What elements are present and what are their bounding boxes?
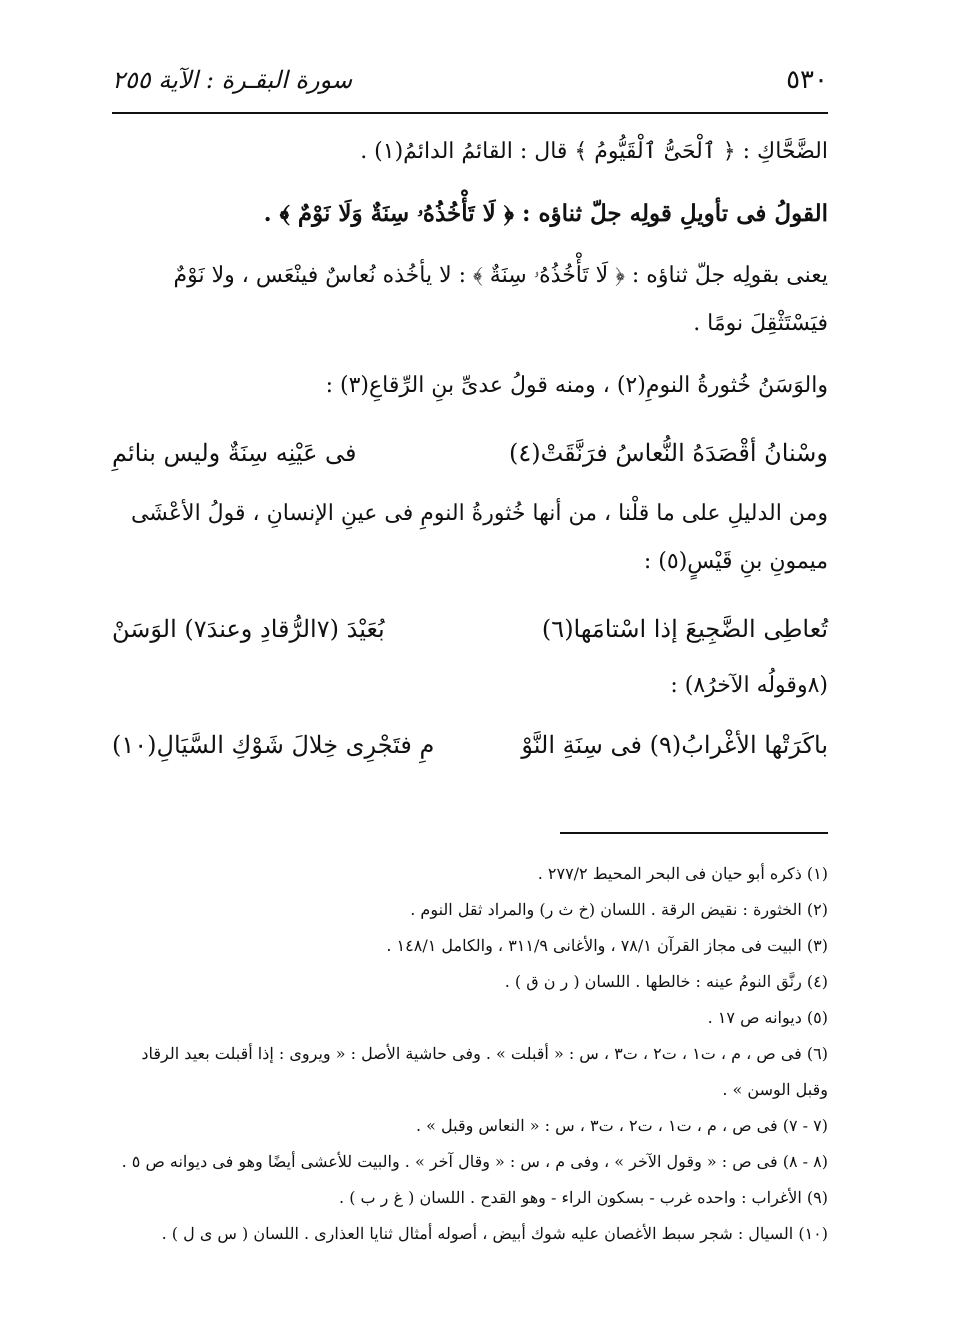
verse-1-first-hemistich: وسْنانُ أقْصَدَهُ النُّعاسُ فرَنَّقَتْ(٤) bbox=[508, 439, 828, 467]
footnote-3: (٣) البيت فى مجاز القرآن ٧٨/١ ، والأغانى ٣١١/٩ ، والكامل ١٤٨/١ . bbox=[386, 936, 828, 955]
header-rule bbox=[112, 112, 828, 114]
verse-2-first-hemistich: تُعاطِى الضَّجِيعَ إذا اسْتامَها(٦) bbox=[541, 615, 828, 643]
page-number: ٥٣٠ bbox=[786, 65, 828, 95]
footnote-8: (٨ - ٨) فى ص : « وقول الآخر » ، وفى م ، س : « وقال آخر » . والبيت للأعشى أيضًا وهو فى ديوانه ص ٥ . bbox=[121, 1152, 828, 1171]
footnote-10: (١٠) السيال : شجر سبط الأغصان عليه شوك أبيض ، أصوله أمثال ثنايا العذارى . اللسان ( س ى ل ) . bbox=[161, 1224, 828, 1243]
paragraph-5: ومن الدليلِ على ما قلْنا ، من أنها خُثورةُ النومِ فى عينِ الإنسانِ ، قولُ الأعْشَى ميمونِ بنِ قَيْسٍ(٥) : bbox=[130, 501, 828, 574]
main-text bbox=[112, 128, 828, 782]
footnote-5: (٥) ديوانه ص ١٧ . bbox=[707, 1008, 828, 1027]
footnote-rule bbox=[560, 832, 828, 834]
paragraph-4: والوَسَنُ خُثورةُ النومِ(٢) ، ومنه قولُ عدىِّ بنِ الرِّقاعِ(٣) : bbox=[325, 373, 828, 398]
footnotes bbox=[112, 856, 828, 1252]
footnote-2: (٢) الخثورة : نقيض الرقة . اللسان (خ ث ر) والمراد ثقل النوم . bbox=[410, 900, 828, 919]
paragraph-1: الضَّحَّاكِ : ﴿ ٱلْحَىُّ ٱلْقَيُّومُ ﴾ قال : القائمُ الدائمُ(١) . bbox=[360, 139, 828, 164]
section-heading: القولُ فى تأويلِ قولِه جلّ ثناؤه : ﴿ لَا تَأْخُذُهُۥ سِنَةٌ وَلَا نَوْمٌ ﴾ . bbox=[263, 200, 828, 227]
verse-3 bbox=[112, 716, 828, 774]
footnote-6: (٦) فى ص ، م ، ت١ ، ت٢ ، ت٣ ، س : « أقبلت » . وفى حاشية الأصل : « ويروى : إذا أقبلت بعيد الرقاد وقبل الوسن » . bbox=[141, 1044, 828, 1099]
footnote-4: (٤) رنَّق النومُ عينه : خالطها . اللسان ( ر ن ق ) . bbox=[504, 972, 828, 991]
footnote-1: (١) ذكره أبو حيان فى البحر المحيط ٢٧٧/٢ . bbox=[537, 864, 828, 883]
surah-title: سورة البقـرة : الآية ٢٥٥ bbox=[112, 66, 353, 94]
verse-2-second-hemistich: بُعَيْدَ (٧الرُّقادِ وعندَ٧) الوَسَنْ bbox=[112, 615, 385, 643]
verse-2 bbox=[112, 600, 828, 658]
verse-1-second-hemistich: فى عَيْنِه سِنَةٌ وليس بنائمِ bbox=[112, 439, 357, 467]
verse-3-second-hemistich: مِ فتَجْرِى خِلالَ شَوْكِ السَّيَالِ(١٠) bbox=[112, 731, 435, 759]
footnote-9: (٩) الأغراب : واحده غرب - بسكون الراء - وهو القدح . اللسان ( غ ر ب ) . bbox=[339, 1188, 828, 1207]
verse-3-first-hemistich: باكَرَتْها الأغْرابُ(٩) فى سِنَةِ النَّوْ bbox=[521, 731, 828, 759]
paragraph-3: يعنى بقولِه جلّ ثناؤه : ﴿ لَا تَأْخُذُهُۥ سِنَةٌ ﴾ : لا يأخُذه نُعاسٌ فينْعَس ، ولا نَوْمٌ فيَسْتَثْقِلَ نومًا . bbox=[173, 263, 828, 336]
verse-3-intro: (٨وقولُه الآخرُ٨) : bbox=[670, 673, 828, 698]
footnote-7: (٧ - ٧) فى ص ، م ، ت١ ، ت٢ ، ت٣ ، س : « النعاس وقبل » . bbox=[415, 1116, 828, 1135]
page-header bbox=[112, 60, 828, 100]
verse-1 bbox=[112, 424, 828, 482]
